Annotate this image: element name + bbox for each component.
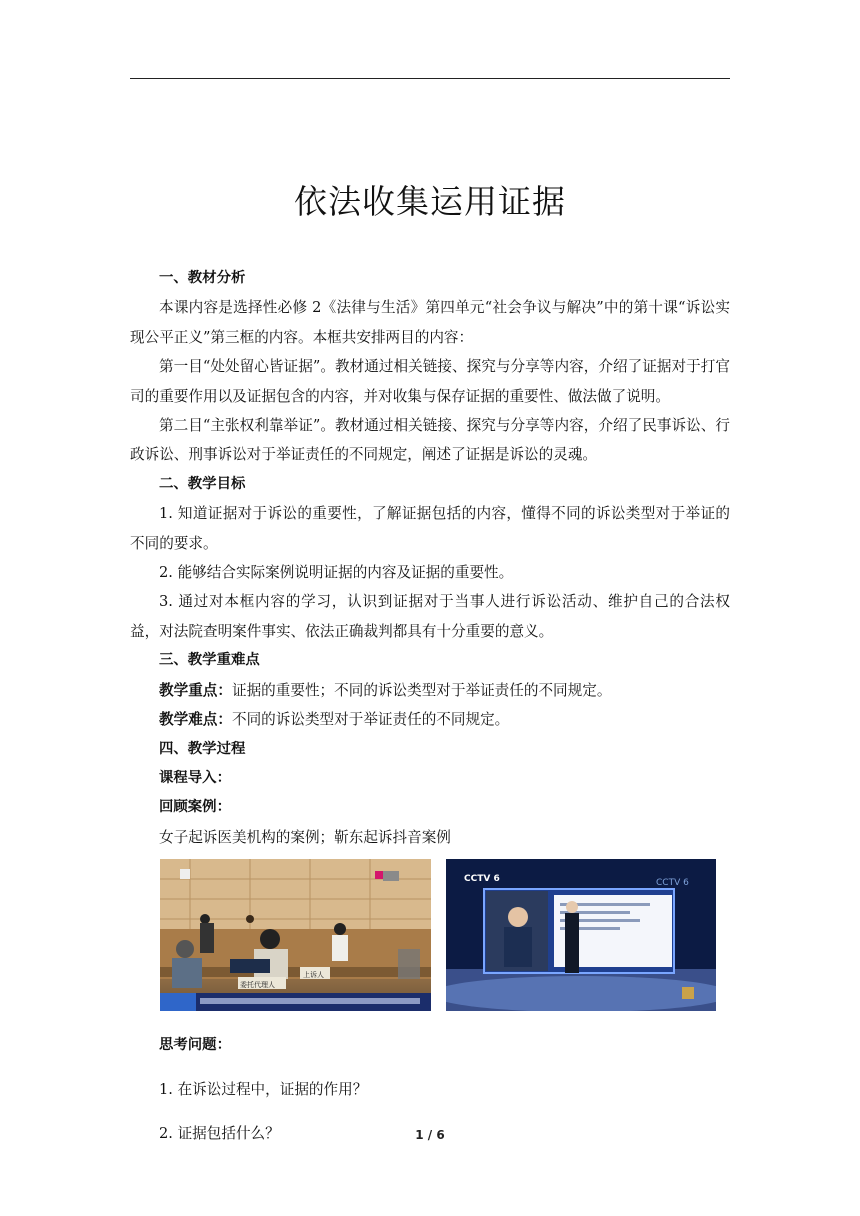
courtroom-photo xyxy=(160,859,431,1011)
cctv-logo-left: CCTV 6 xyxy=(464,874,500,884)
courtroom-sign-appellant: 上诉人 xyxy=(303,971,324,979)
paragraph: 2. 能够结合实际案例说明证据的内容及证据的重要性。 xyxy=(159,564,514,582)
section-heading-analysis: 一、教材分析 xyxy=(159,270,246,286)
cctv-logo-right: CCTV 6 xyxy=(656,878,689,888)
paragraph: 第一目“处处留心皆证据”。教材通过相关链接、探究与分享等内容，介绍了证据对于打官司的重要作用以及证据包含的内容，并对收集与保存证据的重要性、做法做了说明。 xyxy=(130,358,730,405)
key-point-label: 教学重点： xyxy=(159,681,232,699)
subheading-intro: 课程导入： xyxy=(159,769,231,786)
paragraph-cases: 女子起诉医美机构的案例；靳东起诉抖音案例 xyxy=(159,828,451,846)
question-2: 2. 证据包括什么？ xyxy=(159,1125,280,1143)
header-rule xyxy=(130,78,730,79)
document-title: 依法收集运用证据 xyxy=(294,182,566,221)
studio-illustration xyxy=(446,859,716,1011)
paragraph: 本课内容是选择性必修 2《法律与生活》第四单元“社会争议与解决”中的第十课“诉讼实现公平正义”第三框的内容。本框共安排两目的内容： xyxy=(130,299,730,346)
section-heading-goals: 二、教学目标 xyxy=(159,475,246,492)
page-number: 1 / 6 xyxy=(415,1128,445,1142)
section-heading-process: 四、教学过程 xyxy=(159,740,246,757)
section-heading-keypoints: 三、教学重难点 xyxy=(159,652,260,669)
paragraph-key-point xyxy=(130,676,730,705)
paragraph: 第二目“主张权利靠举证”。教材通过相关链接、探究与分享等内容，介绍了民事诉讼、行政诉讼、刑事诉讼对于举证责任的不同规定，阐述了证据是诉讼的灵魂。 xyxy=(130,417,730,464)
courtroom-sign-agent: 委托代理人 xyxy=(240,981,275,989)
subheading-think: 思考问题： xyxy=(159,1037,231,1054)
paragraph: 3. 通过对本框内容的学习，认识到证据对于当事人进行诉讼活动、维护自己的合法权益，对法院查明案件事实、依法正确裁判都具有十分重要的意义。 xyxy=(130,593,730,640)
question-1: 1. 在诉讼过程中，证据的作用？ xyxy=(159,1081,368,1099)
document-body xyxy=(130,264,730,852)
cctv-studio-photo xyxy=(446,859,716,1011)
subheading-review: 回顾案例： xyxy=(159,799,231,816)
courtroom-illustration xyxy=(160,859,431,1011)
paragraph: 1. 知道证据对于诉讼的重要性，了解证据包括的内容，懂得不同的诉讼类型对于举证的不同的要求。 xyxy=(130,505,730,552)
difficulty-text: 不同的诉讼类型对于举证责任的不同规定。 xyxy=(231,711,510,729)
difficulty-label: 教学难点： xyxy=(159,711,232,729)
paragraph-difficulty xyxy=(130,705,730,734)
case-images xyxy=(160,859,716,1011)
key-point-text: 证据的重要性；不同的诉讼类型对于举证责任的不同规定。 xyxy=(231,681,612,699)
